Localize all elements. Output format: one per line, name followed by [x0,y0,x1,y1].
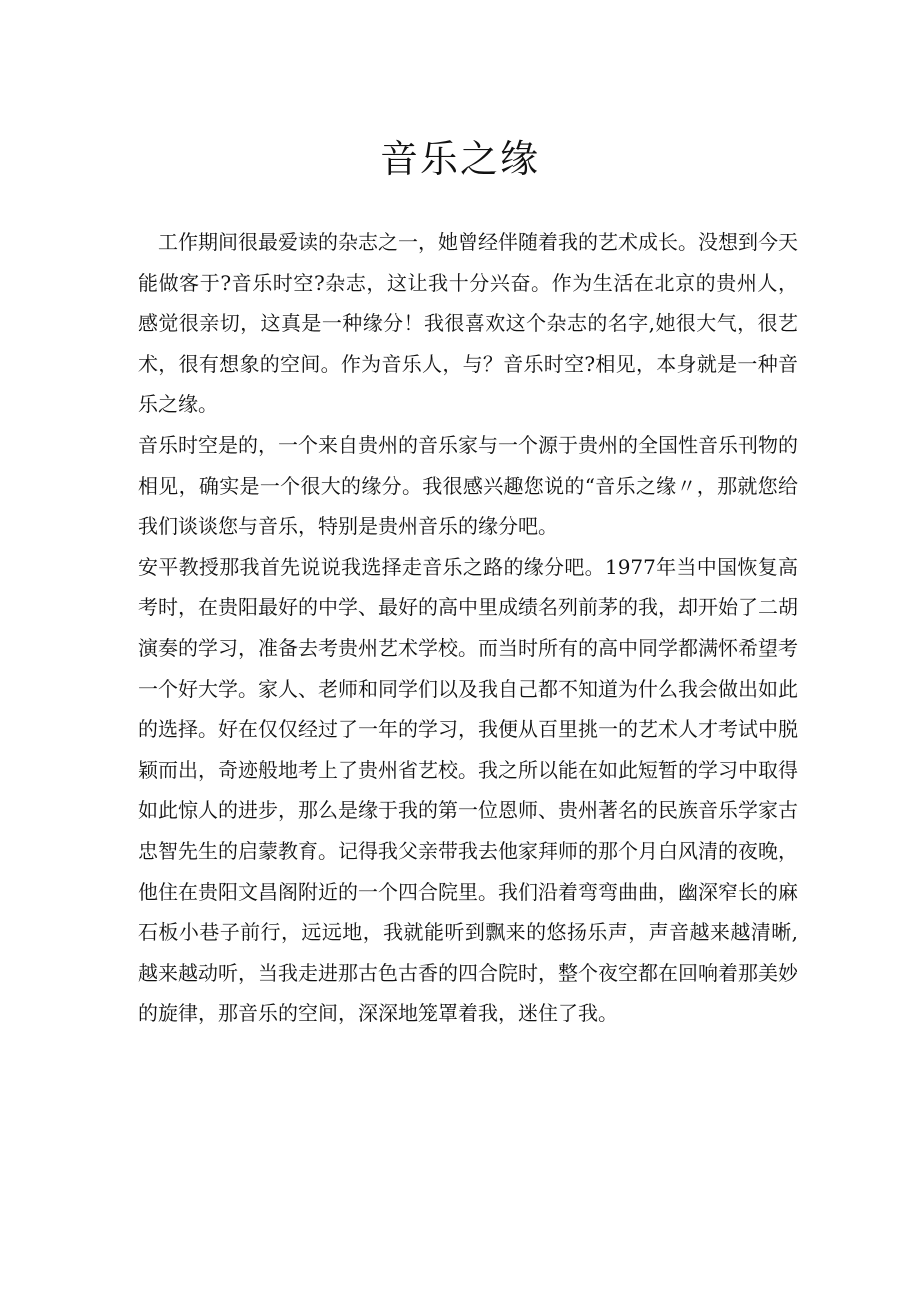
paragraph-1: 工作期间很最爱读的杂志之一，她曾经伴随着我的艺术成长。没想到今天能做客于?音乐时空?杂志，这让我十分兴奋。作为生活在北京的贵州人，感觉很亲切，这真是一种缘分！我很喜欢这个杂志的名字,她很大气，很艺术，很有想象的空间。作为音乐人，与？音乐时空?相见，本身就是一种音乐之缘。 [138,230,798,417]
paragraph-2: 音乐时空是的，一个来自贵州的音乐家与一个源于贵州的全国性音乐刊物的相见，确实是一个很大的缘分。我很感兴趣您说的“音乐之缘〃，那就您给我们谈谈您与音乐，特别是贵州音乐的缘分吧。 [138,432,798,539]
document-title: 音乐之缘 [379,137,540,181]
document-body [138,222,798,1034]
paragraph-3: 安平教授那我首先说说我选择走音乐之路的缘分吧。1977年当中国恢复高考时，在贵阳最好的中学、最好的高中里成绩名列前茅的我，却开始了二胡演奏的学习，准备去考贵州艺术学校。而当时所有的高中同学都满怀希望考一个好大学。家人、老师和同学们以及我自己都不知道为什么我会做出如此的选择。好在仅仅经过了一年的学习，我便从百里挑一的艺术人才考试中脱颖而出，奇迹般地考上了贵州省艺校。我之所以能在如此短暂的学习中取得如此惊人的进步，那么是缘于我的第一位恩师、贵州著名的民族音乐学家古忠智先生的启蒙教育。记得我父亲带我去他家拜师的那个月白风清的夜晚，他住在贵阳文昌阁附近的一个四合院里。我们沿着弯弯曲曲，幽深窄长的麻石板小巷子前行，远远地，我就能听到飘来的悠扬乐声，声音越来越清晰,越来越动听，当我走进那古色古香的四合院时，整个夜空都在回响着那美妙的旋律，那音乐的空间，深深地笼罩着我，迷住了我。 [138,554,798,1026]
